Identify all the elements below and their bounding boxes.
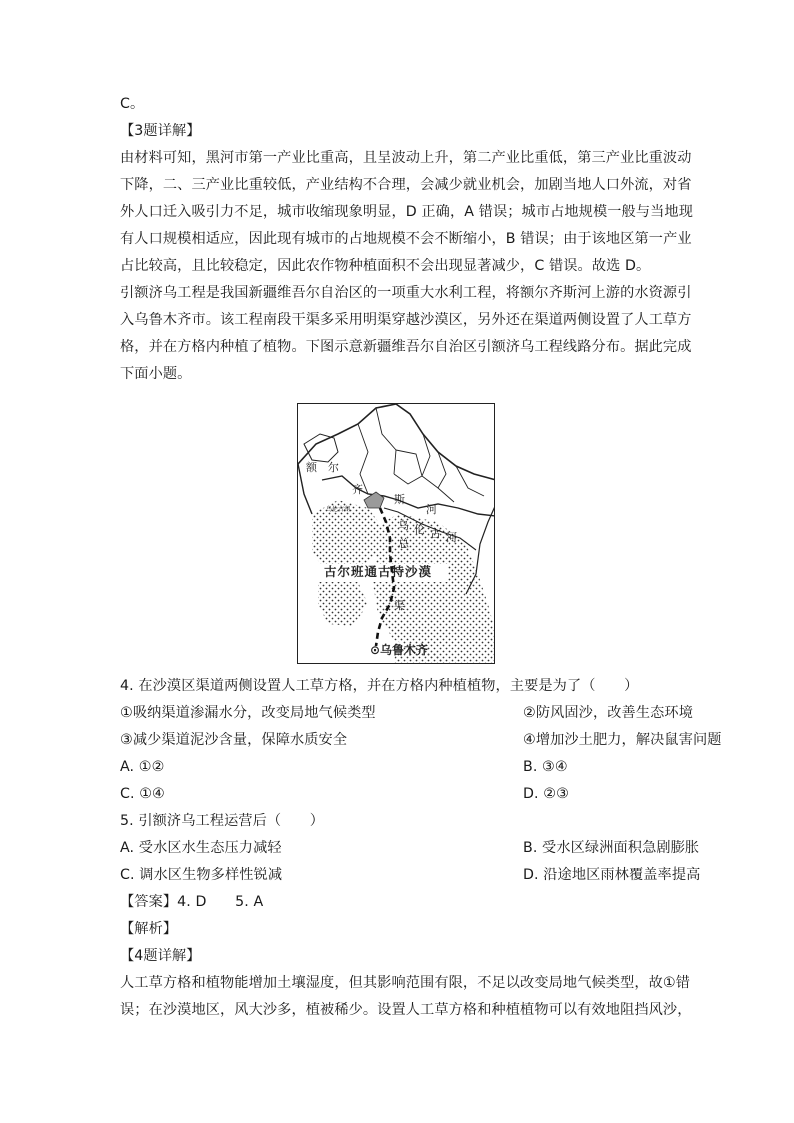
answer-line: 【答案】4. D 5. A [120,894,264,910]
option-c: C. ①④ [120,786,165,802]
map-label-he: 河 [426,503,437,516]
option-d: D. ②③ [523,786,569,802]
text-line: 占比较高，且比较稳定，因此农作物种植面积不会出现显著减少，C 错误。故选 D。 [120,258,651,274]
map-label-er: 尔 [328,461,339,474]
map-label-zong: 总 [398,537,409,550]
map-label-si: 斯 [394,493,405,506]
text-line: 引额济乌工程是我国新疆维吾尔自治区的一项重大水利工程，将额尔齐斯河上游的水资源引 [120,285,692,301]
statement-3: ③减少渠道泥沙含量，保障水质安全 [120,732,348,748]
option-a: A. 受水区水生态压力减轻 [120,840,282,856]
option-d: D. 沿途地区雨林覆盖率提高 [523,867,701,883]
statement-1: ①吸纳渠道渗漏水分，改变局地气候类型 [120,705,376,721]
question-4-options-row-1 [120,757,680,777]
map-label-lun: 伦 [414,523,425,536]
map-label-gu: 古 [430,527,441,540]
question-4-options-row-2 [120,784,680,804]
text-line: C。 [120,96,145,112]
map-label-wu: 乌 [398,519,409,532]
statement-2: ②防风固沙，改善生态环境 [523,705,693,721]
text-line: 格，并在方格内种植了植物。下图示意新疆维吾尔自治区引额济乌工程线路分布。据此完成 [120,339,692,355]
text-line: 由材料可知，黑河市第一产业比重高，且呈波动上升，第二产业比重低，第三产业比重波动 [120,150,692,166]
option-c: C. 调水区生物多样性锐减 [120,867,283,883]
text-line: 有人口规模相适应，因此现有城市的占地规模不会不断缩小，B 错误；由于该地区第一产业 [120,231,692,247]
detail-4-heading: 【4题详解】 [120,948,201,964]
question-5-options-row-2 [120,865,701,885]
option-a: A. ①② [120,759,165,775]
text-line: 下面小题。 [120,366,192,382]
project-route-map [297,403,495,664]
text-line: 人工草方格和植物能增加土壤湿度，但其影响范围有限，不足以改变局地气候类型，故①错 [120,975,691,991]
question-4-stem: 4. 在沙漠区渠道两侧设置人工草方格，并在方格内种植植物，主要是为了（ ） [120,678,639,694]
question-4-statements-row-2 [120,730,722,750]
analysis-heading: 【解析】 [120,921,178,937]
map-label-he2: 河 [446,531,457,544]
map-label-qi: 齐 [352,483,363,496]
text-line: 下降，二、三产业比重较低，产业结构不合理，会减少就业机会，加剧当地人口外流，对省 [120,177,692,193]
map-drawing [298,404,495,664]
map-label-lake: 乌伦古湖 [326,506,351,513]
text-line: 入乌鲁木齐市。该工程南段干渠多采用明渠穿越沙漠区，另外还在渠道两侧设置了人工草方 [120,312,692,328]
question-4-statements-row-1 [120,703,693,723]
question-5-stem: 5. 引额济乌工程运营后（ ） [120,813,325,829]
map-label-desert: 古尔班通古特沙漠 [324,564,433,579]
section-heading: 【3题详解】 [120,123,201,139]
map-label-qu: 渠 [394,599,405,612]
option-b: B. ③④ [523,759,568,775]
map-label-e: 额 [306,461,317,474]
text-line: 外人口迁入吸引力不足，城市收缩现象明显，D 正确，A 错误；城市占地规模一般与当地现 [120,204,693,220]
map-label-urumqi: ⊙乌鲁木齐 [370,643,429,657]
statement-4: ④增加沙土肥力，解决鼠害问题 [523,732,722,748]
option-b: B. 受水区绿洲面积急剧膨胀 [523,840,700,856]
question-5-options-row-1 [120,838,700,858]
text-line: 误；在沙漠地区，风大沙多，植被稀少。设置人工草方格和种植植物可以有效地阻挡风沙， [120,1002,692,1018]
